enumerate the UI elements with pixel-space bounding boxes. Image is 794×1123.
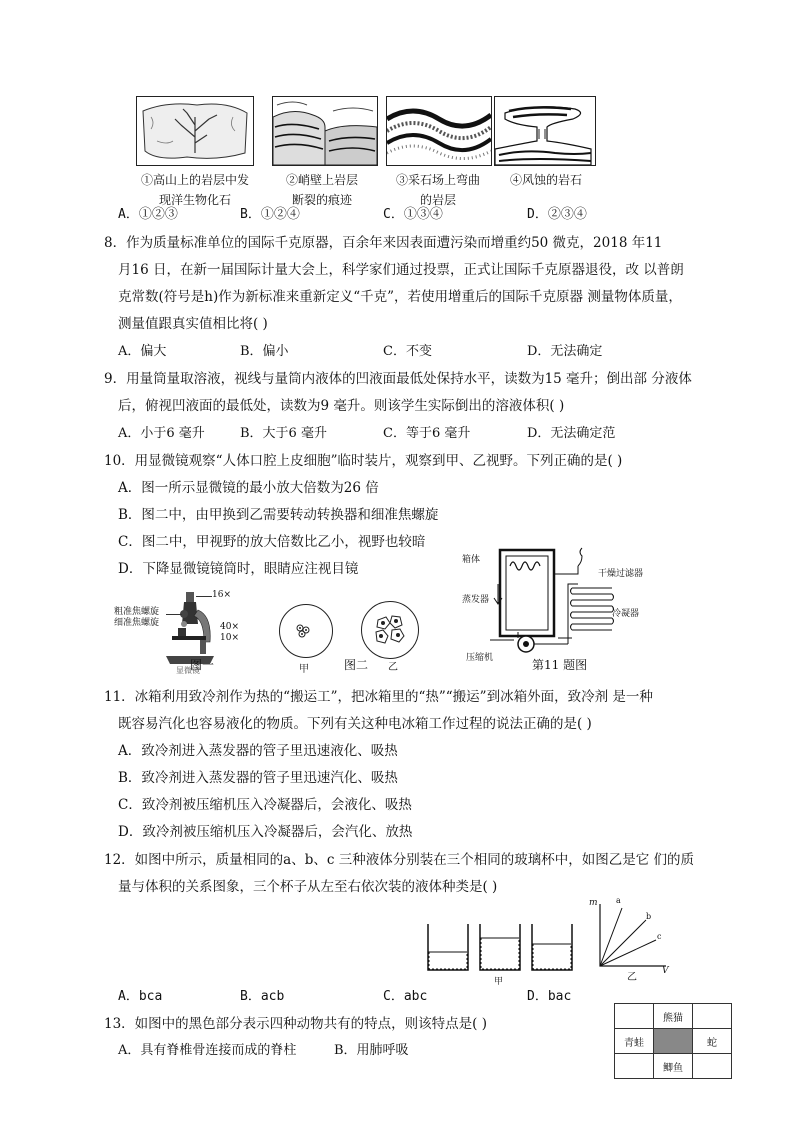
q11-option-d[interactable]: D．致冷剂被压缩机压入冷凝器后，会汽化、放热	[118, 824, 413, 840]
q8-line-3: 克常数(符号是h)作为新标准来重新定义“千克”，若使用增重后的国际千克原器 测量物体质量，	[118, 289, 682, 305]
q8-option-d[interactable]: D．无法确定	[527, 344, 603, 359]
view-jia-circle	[279, 604, 333, 658]
figure-1-caption: 图一	[190, 658, 215, 672]
graph-caption-yi: 乙	[627, 972, 637, 983]
animal-grid	[614, 1003, 732, 1079]
q7-caption-3: ③采石场上弯曲的岩层	[396, 173, 481, 207]
q10-stem: 10．用显微镜观察“人体口腔上皮细胞”临时装片，观察到甲、乙视野。下列正确的是( )	[104, 453, 623, 469]
graph-y-axis-label: m	[589, 898, 598, 908]
eyepiece-label: 16×	[212, 590, 231, 600]
q12-option-c[interactable]: C．abc	[383, 989, 428, 1004]
q13-stem: 13．如图中的黑色部分表示四种动物共有的特点，则该特点是( )	[104, 1016, 488, 1032]
wind-eroded-rock-picture	[494, 96, 596, 166]
view-jia-label: 甲	[299, 664, 309, 675]
q9-option-b[interactable]: B．大于6 毫升	[240, 426, 327, 441]
q12-option-b[interactable]: B．acb	[240, 989, 285, 1004]
q8-option-a[interactable]: A．偏大	[118, 344, 167, 359]
q8-line-4: 测量值跟真实值相比将( )	[118, 316, 268, 332]
cliff-fault-picture	[272, 96, 378, 166]
q9-line-1: 9．用量筒量取溶液，视线与量筒内液体的凹液面最低处保持水平，读数为15 毫升；倒出部 分液体	[104, 371, 692, 387]
fossil-rock-picture	[136, 96, 254, 166]
coarse-focus-label: 粗准焦螺旋	[114, 607, 160, 617]
fridge-evaporator-label: 蒸发器	[462, 595, 490, 605]
fridge-filter-label: 干燥过滤器	[598, 569, 644, 579]
q12-line-1: 12．如图中所示，质量相同的a、b、c 三种液体分别装在三个相同的玻璃杯中，如图乙是它 们的质	[104, 852, 695, 868]
q11-option-c[interactable]: C．致冷剂被压缩机压入冷凝器后，会液化、吸热	[118, 797, 412, 813]
q7-caption-2: ②峭壁上岩层断裂的痕迹	[285, 173, 358, 207]
q11-line-1: 11．冰箱利用致冷剂作为热的“搬运工”，把冰箱里的“热”“搬运”到冰箱外面，致冷剂 是一种	[104, 689, 653, 705]
q12-option-d[interactable]: D．bac	[527, 989, 572, 1004]
q8-option-b[interactable]: B．偏小	[240, 344, 289, 359]
q9-line-2: 后，俯视凹液面的最低处，读数为9 毫升。则该学生实际倒出的溶液体积( )	[118, 398, 565, 414]
q13-option-a[interactable]: A．具有脊椎骨连接而成的脊柱	[118, 1043, 297, 1058]
grid-cell-empty	[693, 1004, 732, 1029]
figure-2-caption: 图二	[344, 658, 369, 672]
q9-option-d[interactable]: D．无法确定范	[527, 426, 616, 441]
q7-caption-4: ④风蚀的岩石	[509, 173, 582, 187]
microscope-name-label: 显微镜	[176, 666, 200, 675]
graph-line-c-label: c	[657, 932, 662, 941]
grid-cell-common-trait	[654, 1029, 693, 1054]
fridge-diagram	[488, 544, 638, 660]
figure-11-caption: 第11 题图	[532, 658, 588, 672]
eyepiece-leader	[196, 596, 212, 597]
grid-cell-crucian-carp: 鲫鱼	[654, 1054, 693, 1079]
q12-line-2: 量与体积的关系图象，三个杯子从左至右依次装的液体种类是( )	[118, 879, 498, 895]
q10-option-d[interactable]: D．下降显微镜镜筒时，眼睛应注视目镜	[118, 561, 359, 577]
folded-rock-picture	[386, 96, 492, 166]
view-yi-label: 乙	[388, 662, 398, 673]
q11-option-a[interactable]: A．致冷剂进入蒸发器的管子里迅速液化、吸热	[118, 743, 398, 759]
fine-focus-label: 细准焦螺旋	[114, 618, 160, 628]
q7-option-a[interactable]: A．①②③	[118, 207, 178, 222]
q8-line-1: 8．作为质量标准单位的国际千克原器，百余年来因表面遭污染而增重约50 微克，2018 年11	[104, 235, 663, 251]
q11-option-b[interactable]: B．致冷剂进入蒸发器的管子里迅速汽化、吸热	[118, 770, 398, 786]
q10-option-b[interactable]: B．图二中，由甲换到乙需要转动转换器和细准焦螺旋	[118, 507, 439, 523]
grid-cell-snake: 蛇	[693, 1029, 732, 1054]
grid-cell-panda: 熊猫	[654, 1004, 693, 1029]
q12-option-a[interactable]: A．bca	[118, 989, 163, 1004]
q8-line-2: 月16 日，在新一届国际计量大会上，科学家们通过投票，正式让国际千克原器退役，改 以普朗	[118, 262, 684, 278]
q7-option-c[interactable]: C．①③④	[383, 207, 443, 222]
microscope-figure	[160, 590, 220, 666]
q11-line-2: 既容易汽化也容易液化的物质。下列有关这种电冰箱工作过程的说法正确的是( )	[118, 716, 592, 732]
grid-cell-empty	[615, 1004, 654, 1029]
beakers-figure	[424, 920, 576, 974]
graph-line-a-label: a	[616, 896, 621, 905]
objective-40-label: 40×	[220, 622, 239, 632]
q7-option-b[interactable]: B．①②④	[240, 207, 300, 222]
grid-cell-empty	[615, 1054, 654, 1079]
graph-line-b-label: b	[646, 912, 652, 921]
q10-option-a[interactable]: A．图一所示显微镜的最小放大倍数为26 倍	[118, 480, 379, 496]
q13-option-b[interactable]: B．用肺呼吸	[334, 1043, 409, 1058]
beakers-label-jia: 甲	[494, 977, 504, 987]
q9-option-c[interactable]: C．等于6 毫升	[383, 426, 471, 441]
objective-10-label: 10×	[220, 633, 239, 643]
grid-cell-frog: 青蛙	[615, 1029, 654, 1054]
view-yi-circle	[361, 601, 419, 659]
fridge-box-label: 箱体	[462, 555, 481, 565]
focus-leader	[166, 614, 182, 615]
q8-option-c[interactable]: C．不变	[383, 344, 432, 359]
fridge-compressor-label: 压缩机	[466, 653, 494, 663]
q9-option-a[interactable]: A．小于6 毫升	[118, 426, 205, 441]
q10-option-c[interactable]: C．图二中，甲视野的放大倍数比乙小，视野也较暗	[118, 534, 426, 550]
grid-cell-empty	[693, 1054, 732, 1079]
q7-option-d[interactable]: D．②③④	[527, 207, 587, 222]
graph-x-axis-label: V	[662, 966, 669, 976]
q7-caption-1: ①高山上的岩层中发现洋生物化石	[140, 173, 249, 207]
fridge-condenser-label: 冷凝器	[612, 609, 640, 619]
